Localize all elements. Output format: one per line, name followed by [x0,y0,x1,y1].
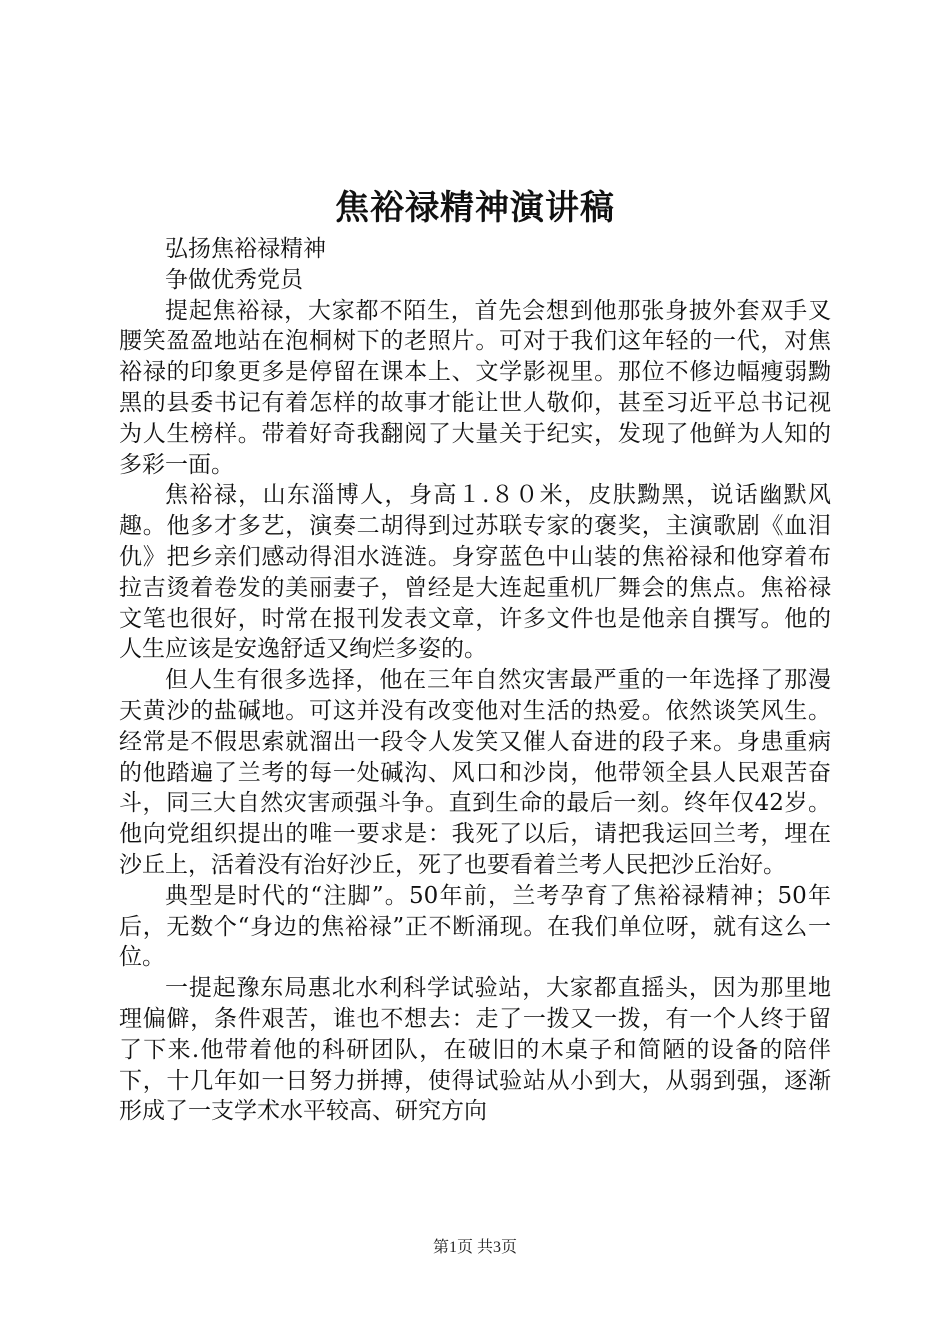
page-footer: 第1页 共3页 [432,1239,517,1256]
subtitle-line-1: 弘扬焦裕禄精神 [165,236,326,262]
paragraph-2: 焦裕禄，山东淄博人，身高１.８０米，皮肤黝黑，说话幽默风趣。他多才多艺，演奏二胡得到过苏联专家的褒奖，主演歌剧《血泪仇》把乡亲们感动得泪水涟涟。身穿蓝色中山装的焦裕禄和他穿着布拉吉烫着卷发的美丽妻子，曾经是大连起重机厂舞会的焦点。焦裕禄文笔也很好，时常在报刊发表文章，许多文件也是他亲自撰写。他的人生应该是安逸舒适又绚烂多姿的。 [119,482,831,663]
paragraph-1: 提起焦裕禄，大家都不陌生，首先会想到他那张身披外套双手叉腰笑盈盈地站在泡桐树下的老照片。可对于我们这年轻的一代，对焦裕禄的印象更多是停留在课本上、文学影视里。那位不修边幅瘦弱黝黑的县委书记有着怎样的故事才能让世人敬仰，甚至习近平总书记视为人生榜样。带着好奇我翻阅了大量关于纪实，发现了他鲜为人知的多彩一面。 [119,297,831,478]
subtitle-line-2: 争做优秀党员 [165,266,303,293]
paragraph-4: 典型是时代的“注脚”。50年前，兰考孕育了焦裕禄精神；50年后，无数个“身边的焦裕禄”正不断涌现。在我们单位呀，就有这么一位。 [119,882,831,971]
paragraph-3: 但人生有很多选择，他在三年自然灾害最严重的一年选择了那漫天黄沙的盐碱地。可这并没有改变他对生活的热爱。依然谈笑风生。经常是不假思索就溜出一段令人发笑又催人奋进的段子来。身患重病的他踏遍了兰考的每一处碱沟、风口和沙岗，他带领全县人民艰苦奋斗，同三大自然灾害顽强斗争。直到生命的最后一刻。终年仅42岁。他向党组织提出的唯一要求是：我死了以后，请把我运回兰考，埋在沙丘上，活着没有治好沙丘，死了也要看着兰考人民把沙丘治好。 [119,667,831,878]
paragraph-5: 一提起豫东局惠北水利科学试验站，大家都直摇头，因为那里地理偏僻，条件艰苦，谁也不想去：走了一拨又一拨，有一个人终于留了下来.他带着他的科研团队，在破旧的木桌子和简陋的设备的陪伴下，十几年如一日努力拼搏，使得试验站从小到大，从弱到强，逐渐形成了一支学术水平较高、研究方向 [119,975,831,1125]
document-title: 焦裕禄精神演讲稿 [335,188,615,228]
document-body [119,234,831,1127]
